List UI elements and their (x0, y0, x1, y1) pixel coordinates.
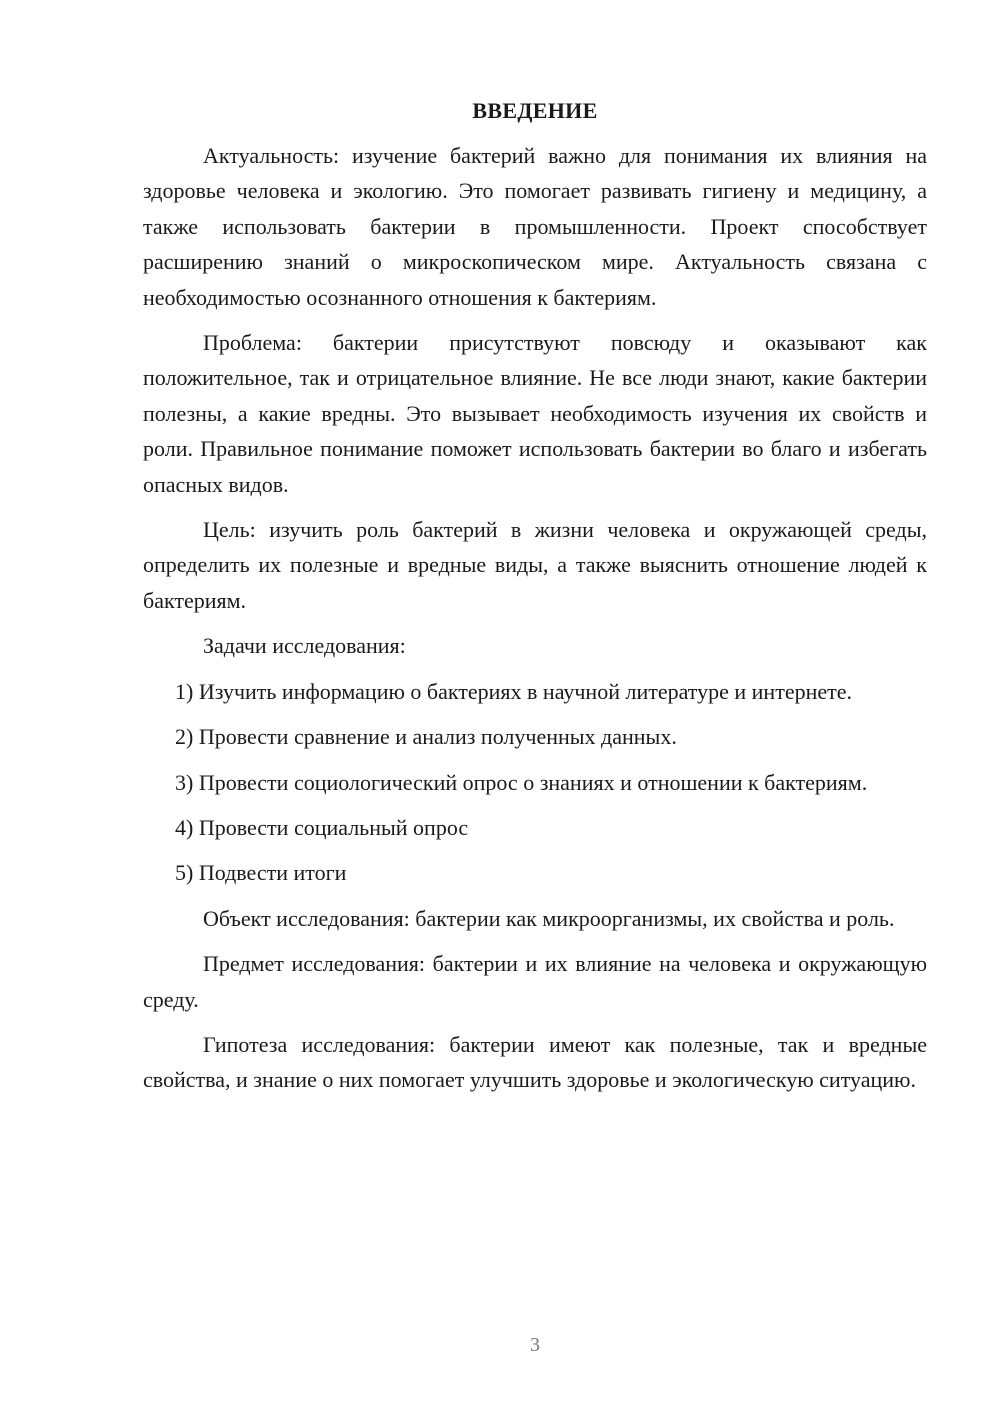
task-item: 2) Провести сравнение и анализ полученных данных. (175, 724, 677, 750)
task-item: 5) Подвести итоги (175, 860, 347, 886)
paragraph-object: Объект исследования: бактерии как микроорганизмы, их свойства и роль. (203, 905, 895, 931)
section-heading: ВВЕДЕНИЕ (472, 98, 598, 123)
paragraph-hypothesis: Гипотеза исследования: бактерии имеют как полезные, так и вредные свойства, и знание о них помогает улучшить здоровье и экологическую ситуацию. (143, 1031, 927, 1093)
task-item: 1) Изучить информацию о бактериях в научной литературе и интернете. (175, 678, 852, 704)
task-item: 3) Провести социологический опрос о знаниях и отношении к бактериям. (175, 769, 868, 795)
paragraph-relevance: Актуальность: изучение бактерий важно для понимания их влияния на здоровье человека и экологию. Это помогает развивать гигиену и медицину, а также использовать бактерии в промышленности. Проект способствует расширению знаний о микроскопическом мире. Актуальность связана с необходимостью осознанного отношения к бактериям. (143, 143, 927, 310)
document-page (143, 96, 927, 1098)
paragraph-problem: Проблема: бактерии присутствуют повсюду и оказывают как положительное, так и отрицательное влияние. Не все люди знают, какие бактерии полезны, а какие вредны. Это вызывает необходимость изучения их свойств и роли. Правильное понимание поможет использовать бактерии во благо и избегать опасных видов. (143, 330, 927, 497)
paragraph-subject: Предмет исследования: бактерии и их влияние на человека и окружающую среду. (143, 951, 927, 1012)
paragraph-goal: Цель: изучить роль бактерий в жизни человека и окружающей среды, определить их полезные и вредные виды, а также выяснить отношение людей к бактериям. (143, 517, 927, 613)
task-item: 4) Провести социальный опрос (175, 814, 469, 840)
tasks-title: Задачи исследования: (203, 633, 406, 659)
page-number: 3 (530, 1334, 540, 1356)
